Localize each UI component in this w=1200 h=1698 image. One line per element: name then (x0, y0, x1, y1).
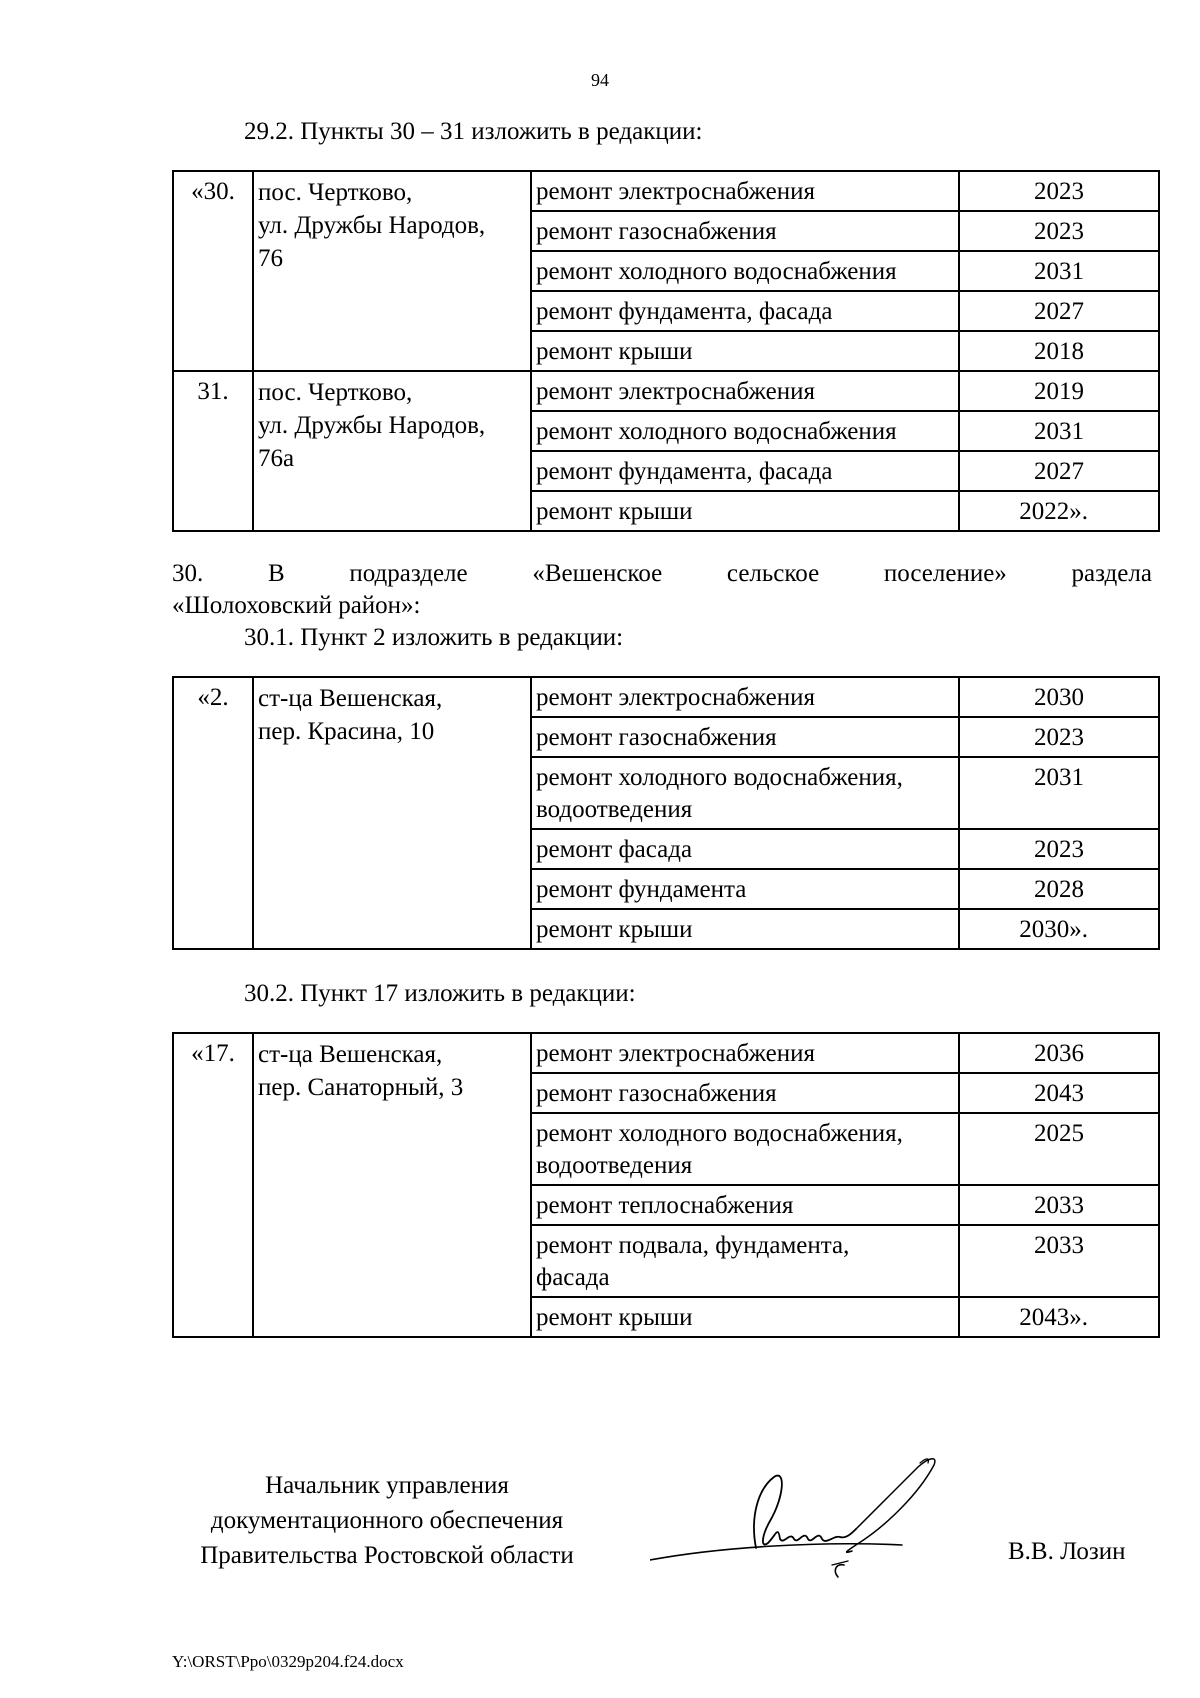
work-type: ремонт фундамента, фасада (531, 451, 959, 491)
work-year: 2036 (959, 1033, 1159, 1073)
section-30-1-heading: 30.1. Пункт 2 изложить в редакции: (244, 624, 624, 651)
work-type: ремонт электроснабжения (531, 1033, 959, 1073)
work-year: 2018 (959, 331, 1159, 371)
work-year: 2025 (959, 1113, 1159, 1185)
word: подразделе (349, 560, 468, 587)
signatory-name: В.В. Лозин (1008, 1538, 1126, 1565)
work-type: ремонт газоснабжения (531, 211, 959, 251)
position-line: Правительства Ростовской области (200, 1542, 574, 1569)
work-type: ремонт электроснабжения (531, 371, 959, 411)
work-year: 2043». (959, 1297, 1159, 1337)
table-row (173, 371, 1159, 411)
work-type: ремонт электроснабжения (531, 677, 959, 717)
work-type: ремонт подвала, фундамента, фасада (531, 1225, 959, 1297)
handwritten-signature (650, 1455, 980, 1590)
word: В (267, 560, 285, 587)
work-year: 2030». (959, 909, 1159, 949)
work-type: ремонт электроснабжения (531, 171, 959, 211)
work-type: ремонт холодного водоснабжения (531, 251, 959, 291)
file-path: Y:\ORST\Ppo\0329p204.f24.docx (172, 1652, 404, 1671)
work-type: ремонт газоснабжения (531, 1073, 959, 1113)
item-number: «2. (173, 677, 253, 949)
work-type: ремонт фундамента, фасада (531, 291, 959, 331)
section-30-line-1 (172, 560, 1152, 588)
word: сельское (726, 560, 820, 587)
work-type: ремонт фундамента (531, 869, 959, 909)
item-address: пос. Чертково, ул. Дружбы Народов, 76 (253, 171, 531, 371)
work-year: 2027 (959, 451, 1159, 491)
item-number: 31. (173, 371, 253, 531)
work-year: 2023 (959, 829, 1159, 869)
signatory-position (172, 1468, 602, 1573)
work-year: 2019 (959, 371, 1159, 411)
work-type: ремонт крыши (531, 1297, 959, 1337)
work-year: 2030 (959, 677, 1159, 717)
word: поселение» (883, 560, 1007, 587)
work-type: ремонт крыши (531, 909, 959, 949)
repair-table-2 (172, 676, 1160, 950)
work-year: 2027 (959, 291, 1159, 331)
work-year: 2031 (959, 251, 1159, 291)
word: «Вешенское (532, 560, 663, 587)
work-year: 2031 (959, 757, 1159, 829)
work-year: 2023 (959, 171, 1159, 211)
section-29-2-heading: 29.2. Пункты 30 – 31 изложить в редакции: (244, 118, 703, 145)
position-line: документационного обеспечения (210, 1507, 564, 1534)
work-year: 2023 (959, 211, 1159, 251)
table-row (173, 1033, 1159, 1073)
item-address: ст-ца Вешенская, пер. Красина, 10 (253, 677, 531, 949)
work-year: 2028 (959, 869, 1159, 909)
work-type: ремонт газоснабжения (531, 717, 959, 757)
work-type: ремонт крыши (531, 491, 959, 531)
work-year: 2022». (959, 491, 1159, 531)
work-year: 2043 (959, 1073, 1159, 1113)
item-address: пос. Чертково, ул. Дружбы Народов, 76а (253, 371, 531, 531)
section-30-line-2: «Шолоховский район»: (172, 592, 421, 619)
position-line: Начальник управления (265, 1472, 509, 1499)
work-type: ремонт теплоснабжения (531, 1185, 959, 1225)
table-row (173, 677, 1159, 717)
table-row (173, 171, 1159, 211)
work-type: ремонт холодного водоснабжения, водоотведения (531, 757, 959, 829)
work-type: ремонт фасада (531, 829, 959, 869)
section-30-2-heading: 30.2. Пункт 17 изложить в редакции: (244, 980, 636, 1007)
item-number: «30. (173, 171, 253, 371)
repair-table-1 (172, 170, 1160, 532)
repair-table-3 (172, 1032, 1160, 1338)
word: раздела (1071, 560, 1152, 587)
work-year: 2033 (959, 1185, 1159, 1225)
work-year: 2033 (959, 1225, 1159, 1297)
work-type: ремонт крыши (531, 331, 959, 371)
work-type: ремонт холодного водоснабжения, водоотведения (531, 1113, 959, 1185)
item-number: «17. (173, 1033, 253, 1337)
page-number: 94 (591, 70, 609, 90)
word: 30. (172, 560, 204, 587)
work-year: 2031 (959, 411, 1159, 451)
work-type: ремонт холодного водоснабжения (531, 411, 959, 451)
item-address: ст-ца Вешенская, пер. Санаторный, 3 (253, 1033, 531, 1337)
work-year: 2023 (959, 717, 1159, 757)
